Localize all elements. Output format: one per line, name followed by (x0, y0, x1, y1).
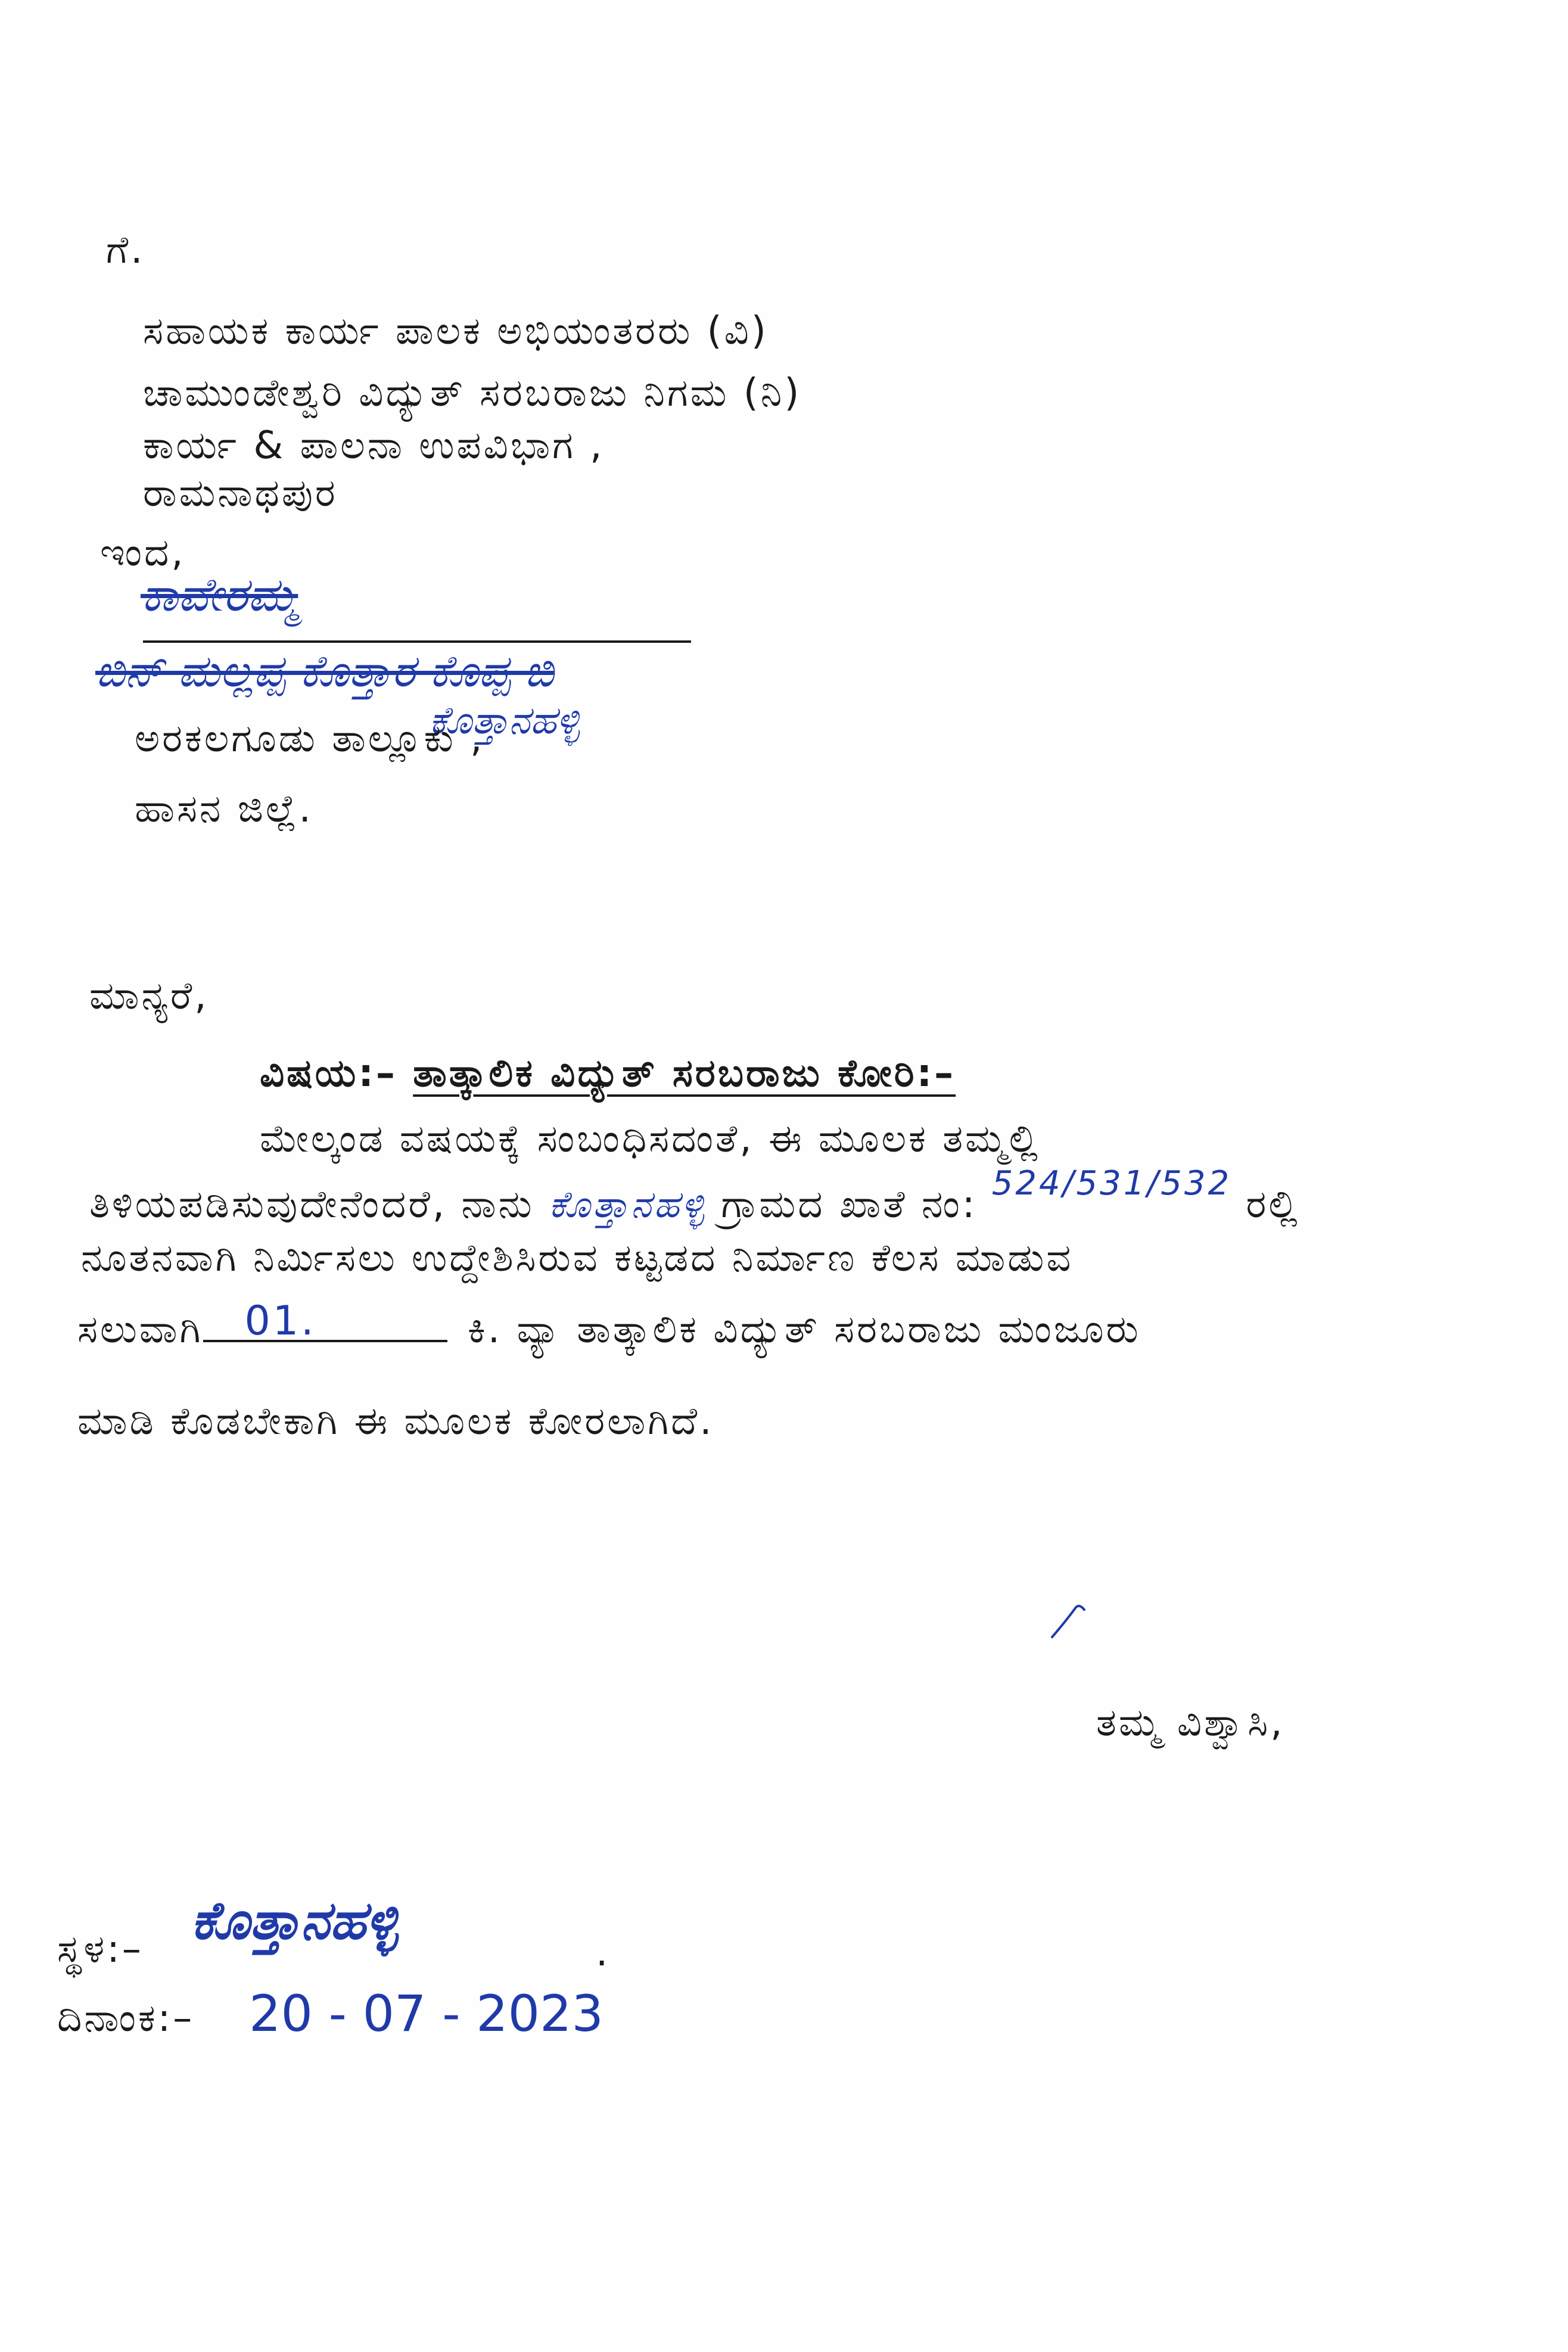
para-line-4-b: ಕಿ. ವ್ಯಾ ತಾತ್ಕಾಲಿಕ ವಿದ್ಯುತ್ ಸರಬರಾಜು ಮಂಜೂರು (467, 1308, 1141, 1352)
date-label: ದಿನಾಂಕ:– (57, 1996, 195, 2040)
para-line-3: ನೂತನವಾಗಿ ನಿರ್ಮಿಸಲು ಉದ್ದೇಶಿಸಿರುವ ಕಟ್ಟಡದ ನಿರ್ಮಾಣ ಕೆಲಸ ಮಾಡುವ (81, 1236, 1074, 1280)
from-underline (143, 639, 703, 645)
para-line-4-blank (203, 1334, 447, 1342)
yours-faithfully: ತಮ್ಮ ವಿಶ್ವಾಸಿ, (1096, 1701, 1285, 1745)
para-line-2 (89, 1164, 1300, 1227)
para-line-2-handwritten-village: ಕೊತ್ತಾನಹಳ್ಳಿ (548, 1183, 707, 1226)
para-line-2-handwritten-numbers: 524/531/532 (991, 1164, 1232, 1203)
subject-text: ತಾತ್ಕಾಲಿಕ ವಿದ್ಯುತ್ ಸರಬರಾಜು ಕೋರಿ:– (413, 1051, 956, 1096)
place-period: . (596, 1931, 611, 1975)
address-line-4: ರಾಮನಾಥಪುರ (143, 471, 338, 515)
para-line-5: ಮಾಡಿ ಕೊಡಬೇಕಾಗಿ ಈ ಮೂಲಕ ಕೋರಲಾಗಿದೆ. (77, 1399, 714, 1443)
place-handwritten: ಕೊತ್ತಾನಹಳ್ಳಿ (191, 1890, 398, 1951)
subject-label: ವಿಷಯ:– (260, 1051, 397, 1096)
date-handwritten: 20 - 07 - 2023 (249, 1984, 603, 2043)
para-line-1: ಮೇಲ್ಕಂಡ ವಷಯಕ್ಕೆ ಸಂಬಂಧಿಸದಂತೆ, ಈ ಮೂಲಕ ತಮ್ಮಲ್ಲಿ (260, 1117, 1041, 1161)
place-label: ಸ್ಥಳ:– (57, 1927, 144, 1971)
pen-tick-mark (1050, 1597, 1097, 1644)
para-line-4-a: ಸಲುವಾಗಿ (77, 1308, 203, 1352)
address-line-1: ಸಹಾಯಕ ಕಾರ್ಯ ಪಾಲಕ ಅಭಿಯಂತರರು (ವಿ) (143, 309, 769, 353)
subject-line (260, 1051, 956, 1096)
para-line-2-b: ಗ್ರಾಮದ ಖಾತೆ ನಂ: (721, 1183, 978, 1227)
greeting: ಮಾನ್ಯರೆ, (89, 974, 209, 1018)
from-district-line: ಹಾಸನ ಜಿಲ್ಲೆ. (135, 787, 313, 831)
from-handwritten-line2: ಬಿನ್ ಮಲ್ಲಪ್ಪ ಕೊತ್ತಾರ ಕೊಪ್ಪ ಬಿ (95, 646, 554, 697)
from-taluk-line: ಅರಕಲಗೂಡು ತಾಲ್ಲೂಕು , (135, 717, 485, 761)
para-line-2-c: ರಲ್ಲಿ (1246, 1183, 1300, 1227)
address-line-3: ಕಾರ್ಯ & ಪಾಲನಾ ಉಪವಿಭಾಗ , (143, 424, 605, 468)
para-line-2-a: ತಿಳಿಯಪಡಿಸುವುದೇನೆಂದರೆ, ನಾನು (89, 1183, 534, 1227)
to-label: ಗೆ. (106, 228, 145, 272)
address-line-2: ಚಾಮುಂಡೇಶ್ವರಿ ವಿದ್ಯುತ್ ಸರಬರಾಜು ನಿಗಮ (ನಿ) (143, 371, 802, 415)
para-line-4 (77, 1298, 1141, 1352)
from-handwritten-name: ಕಾವೇರಮ್ಮ (141, 568, 298, 622)
from-label: ಇಂದ, (100, 531, 186, 575)
from-handwritten-village: ಕೊತ್ತಾನಹಳ್ಳಿ (429, 699, 580, 743)
para-line-4-handwritten-kw: 01. (244, 1298, 316, 1345)
